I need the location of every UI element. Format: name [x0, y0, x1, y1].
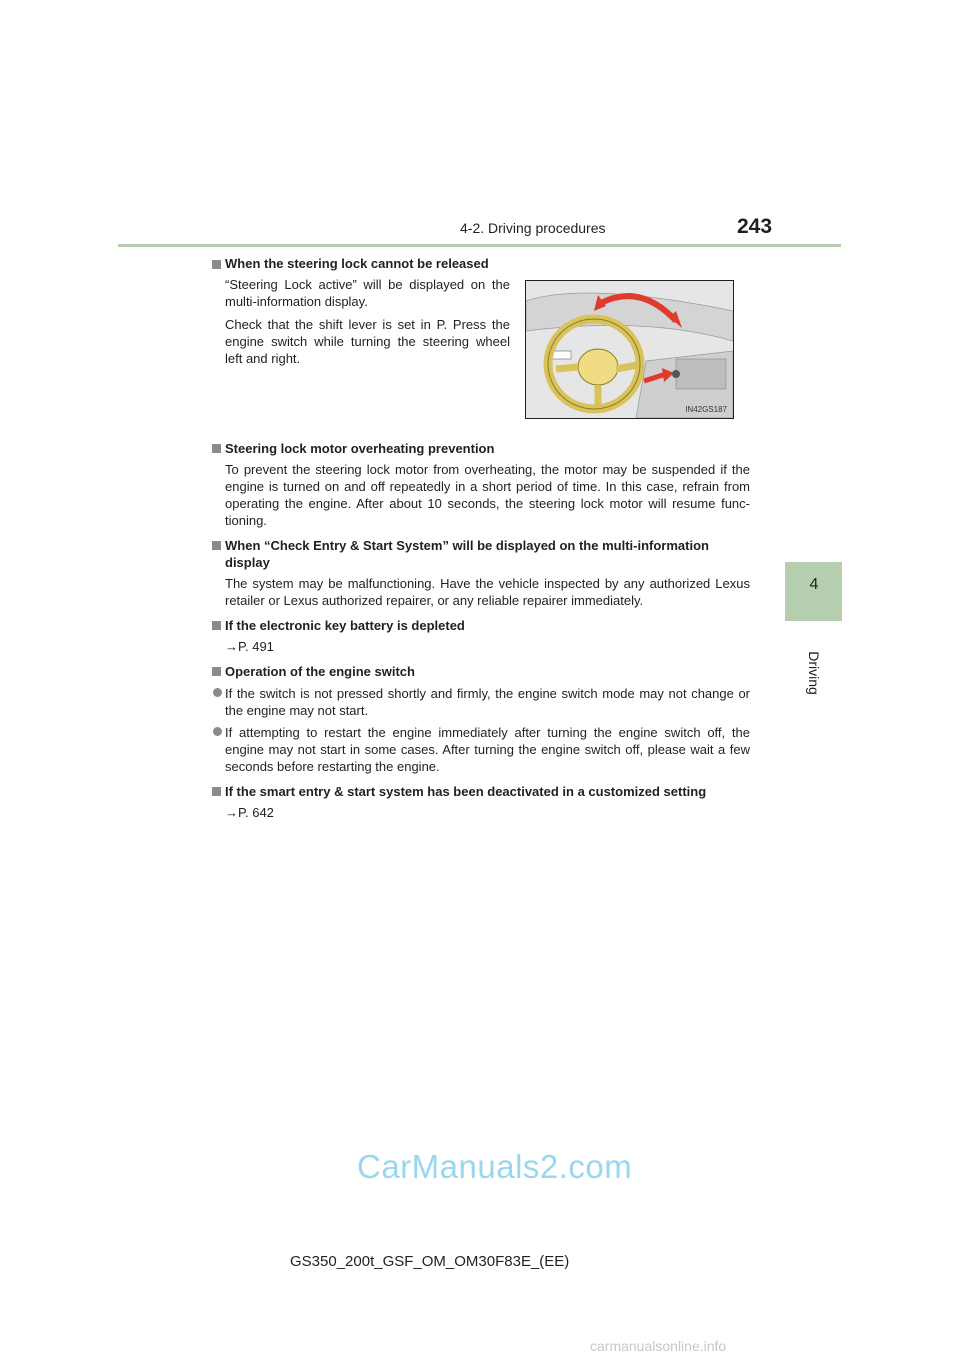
chapter-label-text: Driving	[806, 651, 822, 695]
paragraph: Check that the shift lever is set in P. Press the engine switch while turning the steering wheel left and right.	[225, 317, 510, 366]
list-item	[210, 685, 750, 719]
chapter-label	[780, 638, 848, 708]
heading-text: Operation of the engine switch	[225, 664, 415, 679]
paragraph: To prevent the steering lock motor from overheating, the motor may be suspended if the engine is turned on and off repeatedly in a short period of time. In this case, refrain from operating the engine. After about 10 seconds, the steering lock motor will resume func-tioning.	[225, 462, 750, 528]
square-bullet-icon	[212, 444, 221, 453]
square-bullet-icon	[212, 667, 221, 676]
paragraph: The system may be malfunctioning. Have the vehicle inspected by any authorized Lexus retailer or Lexus authorized repairer, or any reliable repairer immediately.	[225, 576, 750, 608]
page-reference[interactable]: →P. 491	[225, 639, 274, 654]
list-item	[210, 724, 750, 775]
section-title: 4-2. Driving procedures	[460, 220, 606, 236]
square-bullet-icon	[212, 787, 221, 796]
page-reference[interactable]: →P. 642	[225, 805, 274, 820]
section-smart-entry	[210, 783, 750, 821]
steering-wheel-illustration	[526, 281, 733, 418]
heading-text: If the electronic key battery is depleted	[225, 618, 465, 633]
heading-text: Steering lock motor overheating prevention	[225, 441, 495, 456]
square-bullet-icon	[212, 541, 221, 550]
heading-text: If the smart entry & start system has been deactivated in a customized setting	[225, 784, 707, 799]
steering-lock-heading	[210, 256, 750, 271]
section-key-battery	[210, 617, 750, 655]
chapter-number: 4	[809, 576, 819, 593]
section-overheating	[210, 440, 750, 529]
figure-code: IN42GS187	[685, 405, 727, 414]
bullet-list	[210, 685, 750, 775]
paragraph: “Steering Lock active” will be displayed on the multi-information display.	[225, 277, 510, 309]
section-engine-switch	[210, 663, 750, 775]
footer-code: GS350_200t_GSF_OM_OM30F83E_(EE)	[290, 1253, 570, 1270]
bullet-text: If attempting to restart the engine immediately after turning the engine switch off, the engine may not start in some cases. After turning the engine switch off, please wait a few seconds before restarting the engine.	[225, 725, 750, 774]
steering-lock-body	[225, 276, 510, 373]
page-number: 243	[737, 215, 773, 238]
steering-wheel-figure	[525, 280, 734, 419]
section-check-entry	[210, 537, 750, 609]
square-bullet-icon	[212, 260, 221, 269]
bullet-text: If the switch is not pressed shortly and firmly, the engine switch mode may not change or the engine may not start.	[225, 686, 750, 718]
round-bullet-icon	[213, 727, 222, 736]
square-bullet-icon	[212, 621, 221, 630]
watermark-logo: CarManuals2.com	[357, 1148, 633, 1185]
round-bullet-icon	[213, 688, 222, 697]
heading-text: When “Check Entry & Start System” will be displayed on the multi-information display	[225, 538, 709, 570]
watermark-url: carmanualsonline.info	[590, 1338, 727, 1354]
main-content	[210, 440, 750, 821]
header-divider	[118, 244, 841, 247]
heading-text: When the steering lock cannot be released	[225, 256, 489, 271]
